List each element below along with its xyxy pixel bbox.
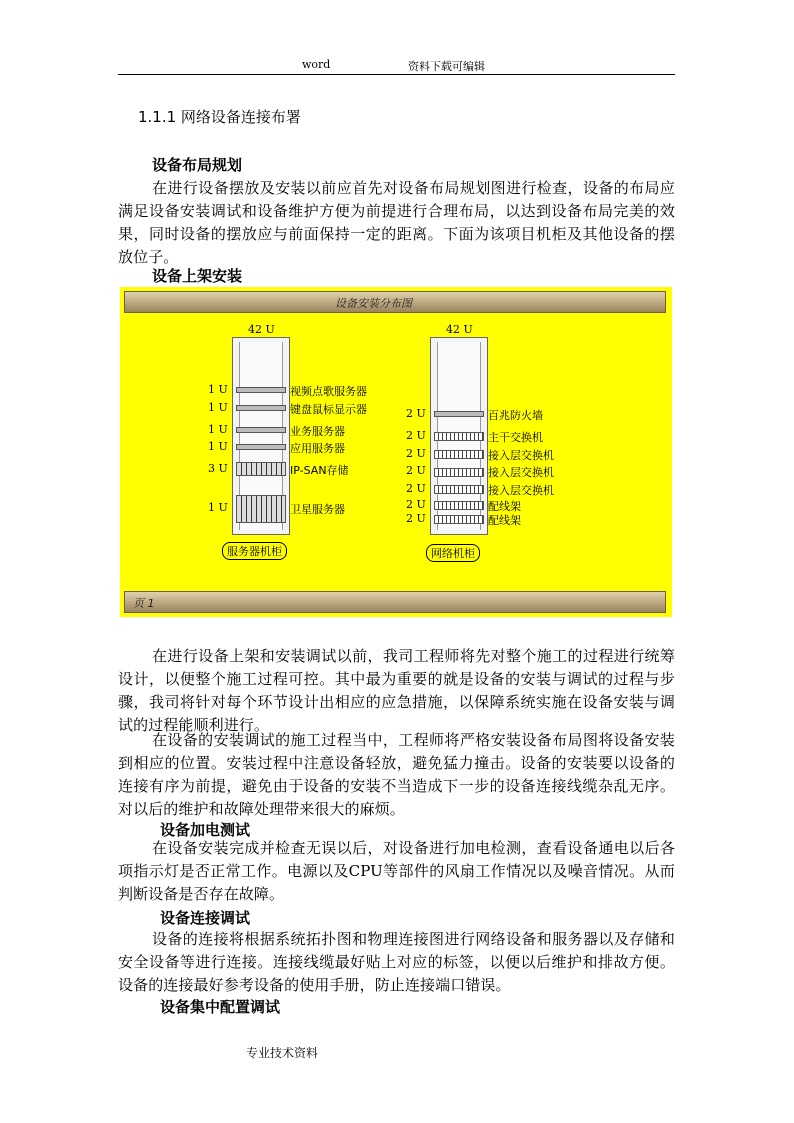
device-label: 配线架 [488,500,521,513]
rack-device [434,515,484,524]
paragraph-power: 在设备安装完成并检查无误以后，对设备进行加电检测，查看设备通电以后各项指示灯是否正常工作。电源以及CPU等部件的风扇工作情况以及噪音情况。从而判断设备是否存在故障。 [118,839,675,903]
rack-device [434,468,484,477]
device-label: 百兆防火墙 [488,409,543,422]
rack-device [236,387,286,393]
rack-device [236,462,286,476]
rack-device [434,485,484,494]
device-label: 配线架 [488,514,521,527]
device-units: 1 U [208,440,228,453]
paragraph-mount-1: 在进行设备上架和安装调试以前，我司工程师将先对整个施工的过程进行统筹设计，以便整个施工过程可控。其中最为重要的就是设备的安装与调试的过程与步骤，我司将针对每个环节设计出相应的应急措施，以保障系统实施在设备安装与调试的过程能顺利进行。 [118,647,675,734]
device-units: 2 U [406,498,426,511]
server-rack-caption: 服务器机柜 [222,542,287,560]
device-label: 接入层交换机 [488,449,554,462]
device-label: 卫星服务器 [290,503,345,516]
device-units: 2 U [406,447,426,460]
device-units: 2 U [406,407,426,420]
device-units: 2 U [406,482,426,495]
rack-device [236,444,286,450]
paragraph-mount-2: 在设备的安装调试的施工过程当中，工程师将严格安装设备布局图将设备安装到相应的位置。安装过程中注意设备轻放，避免猛力撞击。设备的安装要以设备的连接有序为前提，避免由于设备的安装不当造成下一步的设备连接线缆杂乱无序。对以后的维护和故障处理带来很大的麻烦。 [118,731,675,818]
device-label: 业务服务器 [290,425,345,438]
device-label: 接入层交换机 [488,466,554,479]
server-rack-size: 42 U [248,323,275,336]
figure-title-bar [124,291,666,313]
device-units: 3 U [208,462,228,475]
figure-page-label: 页 1 [133,597,155,610]
paragraph-layout: 在进行设备摆放及安装以前应首先对设备布局规划图进行检查，设备的布局应满足设备安装调试和设备维护方便为前提进行合理布局，以达到设备布局完美的效果，同时设备的摆放应与前面保持一定的距离。下面为该项目机柜及其他设备的摆放位子。 [118,179,675,266]
paragraph-connect: 设备的连接将根据系统拓扑图和物理连接图进行网络设备和服务器以及存储和安全设备等进行连接。连接线缆最好贴上对应的标签，以便以后维护和排故方便。设备的连接最好参考设备的使用手册，防止连接端口错误。 [118,930,675,994]
rack-device [434,411,484,417]
device-units: 2 U [406,512,426,525]
section-title: 1.1.1 网络设备连接布署 [138,108,301,126]
rack-device [434,450,484,459]
device-units: 1 U [208,423,228,436]
device-units: 1 U [208,401,228,414]
network-rack-size: 42 U [446,323,473,336]
rack-device [236,427,286,433]
heading-connect: 设备连接调试 [160,909,251,927]
device-label: 主干交换机 [488,431,543,444]
rack-device [236,495,286,523]
rack-device [434,432,484,441]
device-label: 视频点歌服务器 [290,385,367,398]
device-units: 1 U [208,383,228,396]
figure-title: 设备安装分布图 [335,297,412,310]
rack-device [236,405,286,411]
device-label: 键盘鼠标显示器 [290,403,367,416]
device-units: 2 U [406,464,426,477]
heading-mount: 设备上架安装 [152,267,243,285]
device-units: 2 U [406,429,426,442]
network-rack-caption: 网络机柜 [426,544,480,562]
header-right: 资料下载可编辑 [408,60,485,73]
page-header [118,58,675,74]
device-units: 1 U [208,501,228,514]
header-rule [118,74,675,75]
heading-config: 设备集中配置调试 [160,998,281,1016]
header-left: word [302,58,331,71]
rack-device [434,501,484,510]
device-label: 接入层交换机 [488,484,554,497]
rack-layout-figure [120,287,672,617]
heading-power: 设备加电测试 [160,821,251,839]
heading-layout: 设备布局规划 [152,156,243,174]
figure-page-bar [124,591,666,613]
page-footer: 专业技术资料 [246,1046,319,1060]
device-label: IP-SAN存储 [290,464,349,477]
device-label: 应用服务器 [290,442,345,455]
